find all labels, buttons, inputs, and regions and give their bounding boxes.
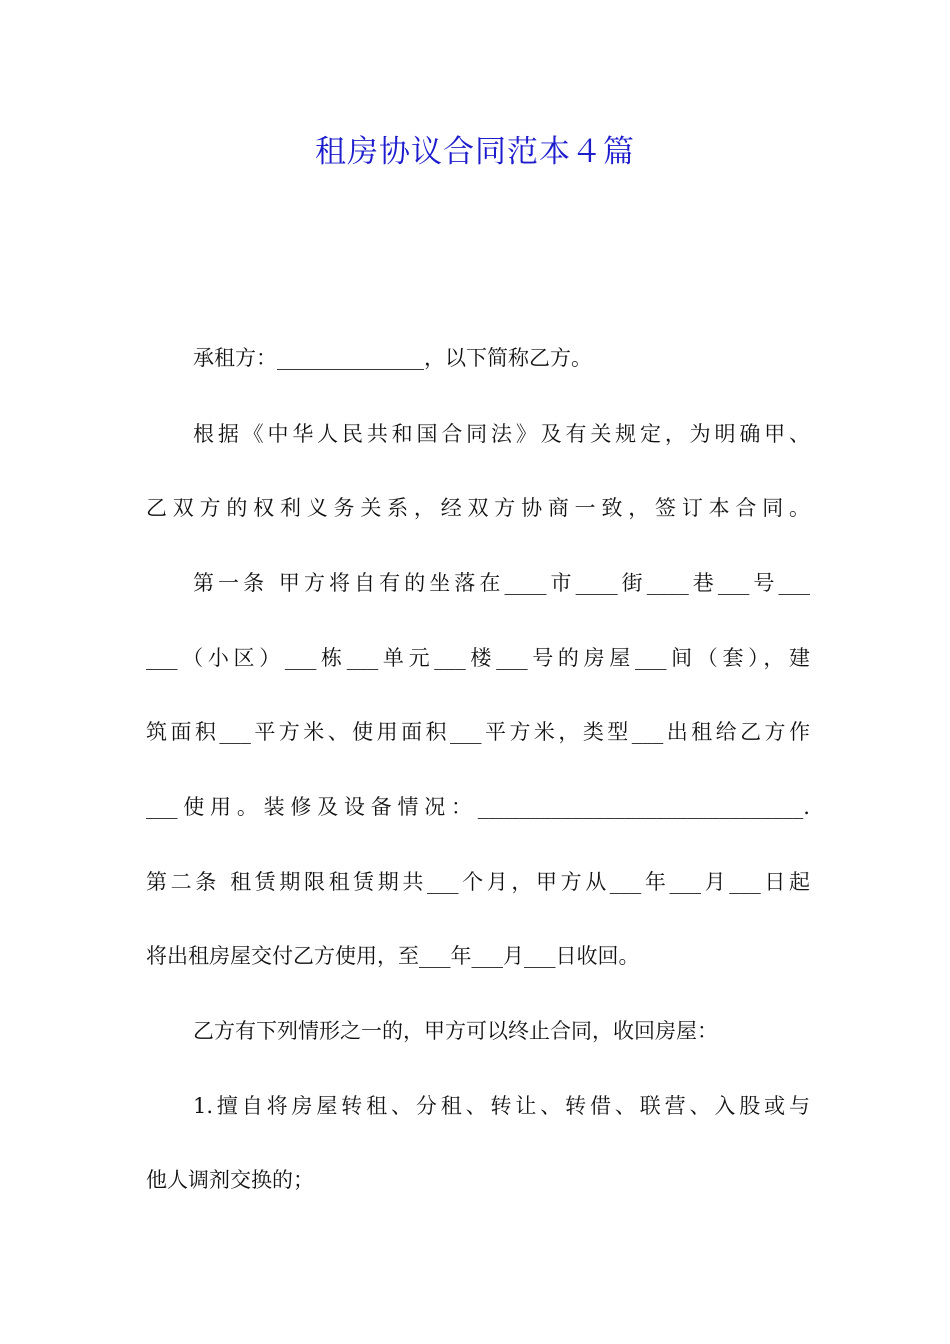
paragraph-line: 1.擅自将房屋转租、分租、转让、转借、联营、入股或与 xyxy=(193,1094,810,1118)
paragraph-line: 根据《中华人民共和国合同法》及有关规定，为明确甲、 xyxy=(193,422,810,446)
paragraph-line: 将出租房屋交付乙方使用，至___年___月___日收回。 xyxy=(146,944,640,968)
paragraph-line: 乙方有下列情形之一的，甲方可以终止合同，收回房屋： xyxy=(193,1019,718,1043)
paragraph-line: 筑面积___平方米、使用面积___平方米，类型___出租给乙方作 xyxy=(146,720,810,744)
paragraph-line: 乙双方的权利义务关系，经双方协商一致，签订本合同。 xyxy=(146,496,810,520)
paragraph-line: 他人调剂交换的； xyxy=(146,1168,314,1192)
document-title: 租房协议合同范本４篇 xyxy=(315,134,635,170)
paragraph-line: ___使用。装修及设备情况：_______________________________. xyxy=(146,795,810,819)
paragraph-line: 第二条 租赁期限租赁期共___个月，甲方从___年___月___日起 xyxy=(146,870,810,894)
paragraph-line: 承租方：______________，以下简称乙方。 xyxy=(193,346,592,370)
paragraph-line: 第一条 甲方将自有的坐落在____市____街____巷___号___ xyxy=(193,571,810,595)
paragraph-line: ___（小区）___栋___单元___楼___号的房屋___间（套），建 xyxy=(146,646,810,670)
